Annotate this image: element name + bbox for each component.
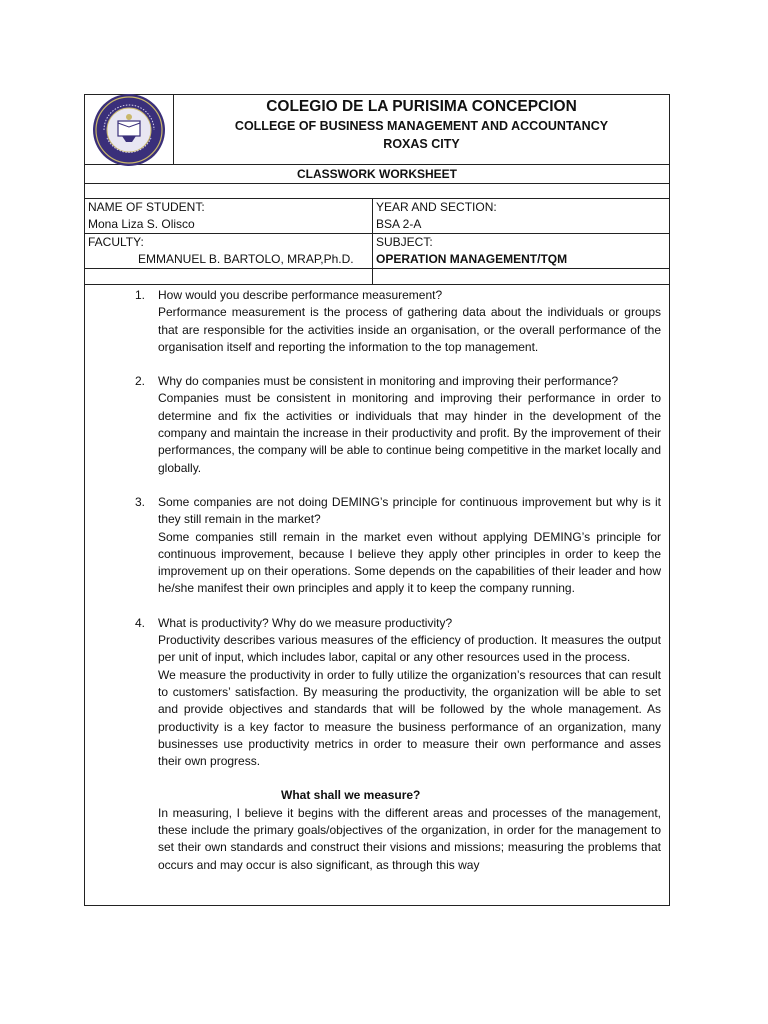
header [85, 95, 669, 164]
subheading: What shall we measure? [281, 788, 421, 803]
student-year-row [85, 198, 669, 233]
answer-text: Productivity describes various measures of the efficiency of production. It measures the output per unit of input, which includes labor, capital or any other resources used in the process. [158, 633, 661, 665]
gap [85, 356, 669, 373]
gap [158, 770, 661, 787]
year-value: BSA 2-A [376, 217, 422, 231]
question-item [85, 494, 669, 598]
student-label: NAME OF STUDENT: [88, 200, 205, 214]
year-label: YEAR AND SECTION: [376, 200, 497, 214]
student-value: Mona Liza S. Olisco [88, 217, 195, 231]
faculty-value: EMMANUEL B. BARTOLO, MRAP,Ph.D. [138, 252, 354, 266]
question-number: 1. [135, 288, 146, 302]
subject-label: SUBJECT: [376, 235, 433, 249]
faculty-cell [85, 234, 373, 268]
faculty-subject-row [85, 233, 669, 268]
college-name: COLLEGE OF BUSINESS MANAGEMENT AND ACCOUNTANCY [234, 119, 609, 133]
gap [85, 598, 669, 615]
city-name: ROXAS CITY [383, 137, 460, 151]
gap [85, 477, 669, 494]
question-number: 2. [135, 374, 146, 389]
year-cell [373, 199, 669, 233]
worksheet [84, 94, 670, 906]
spacer-row-2 [85, 268, 669, 284]
subject-cell [373, 234, 669, 268]
answer-text: Companies must be consistent in monitoring and improving their performance in order to determine and fix the activities or individuals that may hinder in the development of the company and maintain the increase in their productivity and profit. By the improvement of their performances, the company will be able to continue being competitive in the market locally and globally. [158, 391, 661, 475]
spacer-cell-left [85, 269, 373, 284]
question-text: Why do companies must be consistent in monitoring and improving their performance? [158, 374, 619, 389]
answer-text: Performance measurement is the process of gathering data about the individuals or groups that are responsible for the activities inside an organisation, or the overall performance of the organisation itself and reporting the information to the top management. [158, 305, 661, 354]
logo-cell [85, 95, 174, 164]
question-text: Some companies are not doing DEMING’s principle for continuous improvement but why is it they still remain in the market? [158, 494, 661, 527]
subject-value: OPERATION MANAGEMENT/TQM [376, 252, 568, 266]
answer-text: Some companies still remain in the market even without applying DEMING’s principle for continuous improvement, because I believe they apply other principles in order to keep the improvement up on their operations. Some depends on the capabilities of their leader and how he/she manifest their own principles and apply it to keep the company running. [158, 529, 661, 596]
question-text: What is productivity? Why do we measure productivity? [158, 615, 453, 630]
title-cell [174, 95, 669, 164]
question-item [85, 615, 669, 874]
question-item [85, 373, 669, 477]
worksheet-title: CLASSWORK WORKSHEET [297, 167, 457, 181]
subanswer-text: In measuring, I believe it begins with the different areas and processes of the management, these include the primary goals/objectives of the organization, in order for the management to set their own standards and construct their visions and missions; measuring the problems that occurs and may occur is also significant, as through this way [158, 805, 661, 872]
student-cell [85, 199, 373, 233]
spacer-row [85, 183, 669, 198]
spacer-cell-right [373, 269, 669, 284]
worksheet-title-row [85, 164, 669, 183]
question-item [85, 287, 669, 356]
question-number: 3. [135, 494, 146, 509]
question-number: 4. [135, 615, 146, 630]
question-text: How would you describe performance measurement? [158, 288, 443, 302]
faculty-label: FACULTY: [88, 235, 144, 249]
school-name: COLEGIO DE LA PURISIMA CONCEPCION [266, 98, 577, 115]
answer-text: We measure the productivity in order to fully utilize the organization’s resources that can result to customers’ satisfaction. By measuring the productivity, the organization will be able to set and provide objectives and standards that will be followed by the whole management. As productivity is a key factor to measure the business performance of an organization, many businesses use productivity metrics in order to measure their own performance and asses their own progress. [158, 667, 661, 769]
questions-body [85, 284, 669, 905]
school-seal-icon [92, 93, 166, 167]
